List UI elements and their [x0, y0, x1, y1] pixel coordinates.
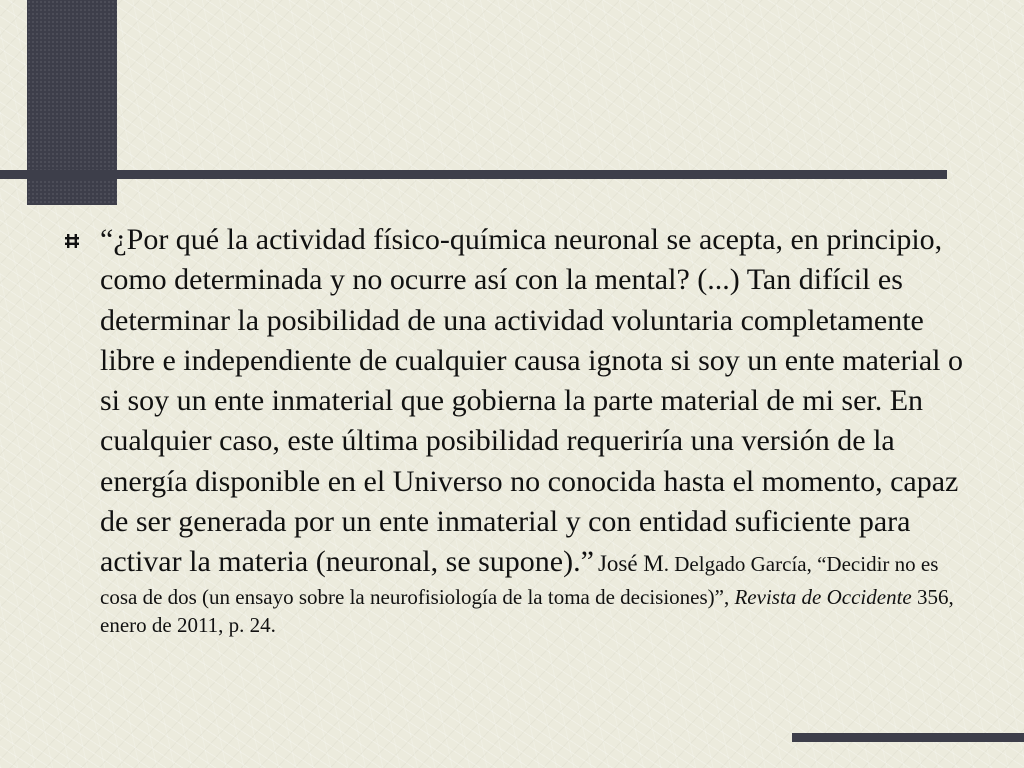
- decorative-top-rule: [0, 170, 947, 179]
- quote-block: [100, 220, 972, 640]
- citation-article: “Decidir no es cosa de dos (un ensayo sobre la neurofisiología de la toma de decisiones)”,: [100, 552, 939, 609]
- citation-author-lead: José M: [597, 551, 664, 577]
- hash-bullet-icon: [64, 233, 80, 249]
- decorative-bottom-rule: [792, 733, 1024, 742]
- citation-journal: Revista de Occidente: [734, 584, 912, 609]
- citation-author-rest: . Delgado García,: [663, 552, 818, 577]
- citation-details: 356, enero de 2011, p. 24.: [100, 584, 954, 638]
- quote-text: “¿Por qué la actividad físico-química neuronal se acepta, en principio, como determinada y no ocurre así con la mental? (...) Tan difícil es determinar la posibilidad de una actividad voluntaria completamente libre e independiente de cualquier causa ignota si soy un ente material o si soy un ente inmaterial que gobierna la parte material de mi ser. En cualquier caso, este última posibilidad requeriría una versión de la energía disponible en el Universo no conocida hasta el momento, capaz de ser generada por un ente inmaterial y con entidad suficiente para activar la materia (neuronal, se supone).”: [100, 223, 964, 579]
